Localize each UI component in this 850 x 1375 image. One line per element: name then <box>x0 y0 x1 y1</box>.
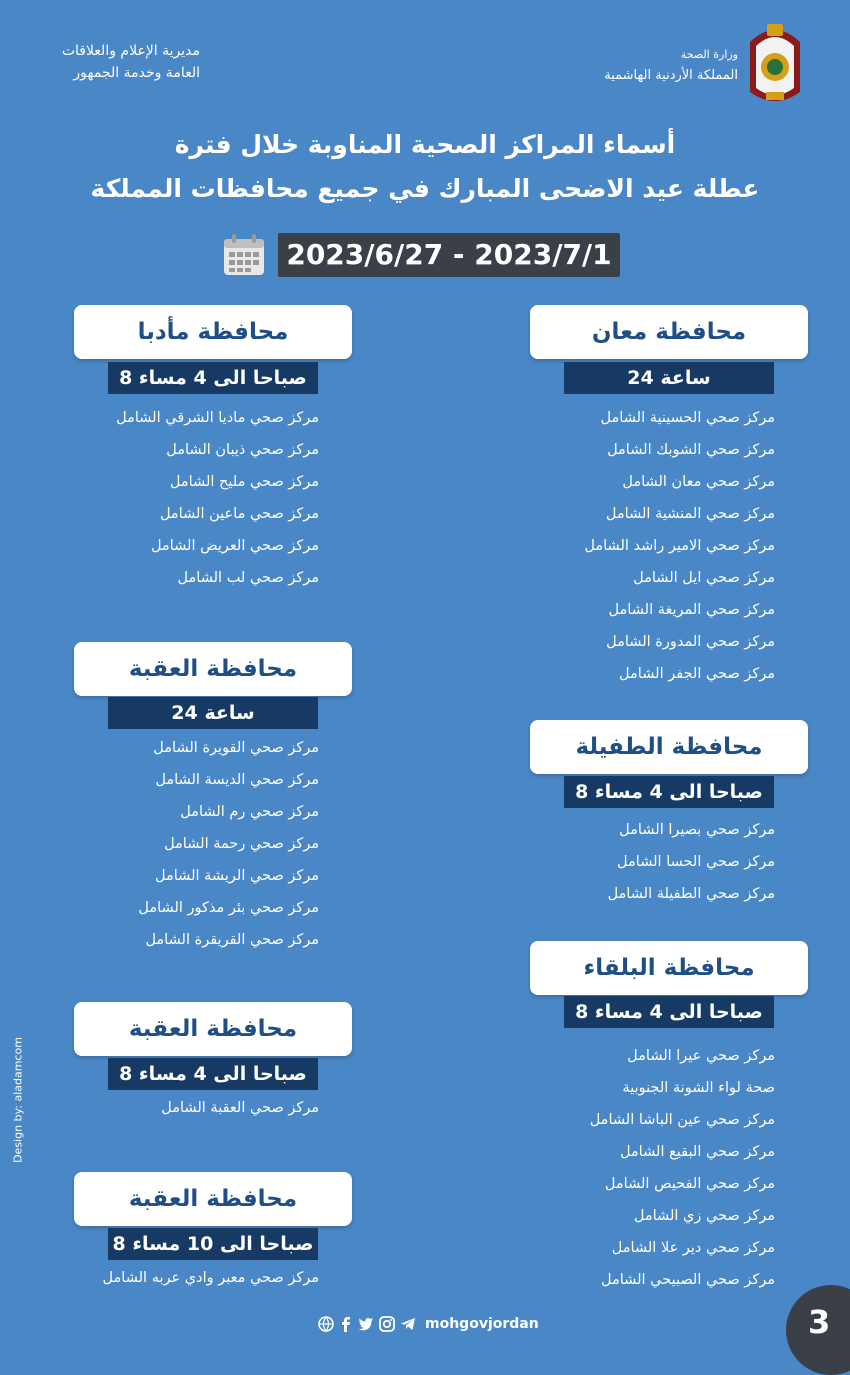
hours-badge-balqa: 8 صباحا الى 4 مساء <box>564 996 774 1028</box>
list-item: مركز صحي معان الشامل <box>622 474 775 490</box>
list-item: مركز صحي مليح الشامل <box>169 474 319 490</box>
title-line-1: أسماء المراكز الصحية المناوبة خلال فترة <box>174 130 676 159</box>
title-line-2: عطلة عيد الاضحى المبارك في جميع محافظات المملكة <box>90 174 760 203</box>
design-credit <box>8 1020 28 1180</box>
list-item: مركز صحي ايل الشامل <box>633 570 775 586</box>
list-item: مركز صحي البقيع الشامل <box>619 1144 775 1160</box>
org-department <box>30 40 200 84</box>
hours-badge-aqaba-1: 24 ساعة <box>108 697 318 729</box>
list-item: مركز صحي بصيرا الشامل <box>619 822 775 838</box>
list-item: مركز صحي عين الباشا الشامل <box>589 1112 775 1128</box>
list-item: مركز صحي رحمة الشامل <box>164 836 319 852</box>
instagram-icon[interactable] <box>379 1316 395 1332</box>
list-item: مركز صحي الحسا الشامل <box>617 854 775 870</box>
hours-badge-madaba: 8 صباحا الى 4 مساء <box>108 362 318 394</box>
list-item: مركز صحي القويرة الشامل <box>153 740 319 756</box>
date-range: 2023/6/27 - 2023/7/1 <box>278 233 620 277</box>
ministry-line-1: وزارة الصحة <box>680 48 738 61</box>
list-item: مركز صحي الفحيص الشامل <box>604 1176 775 1192</box>
list-item: مركز صحي الامير راشد الشامل <box>584 538 775 554</box>
page-number-badge <box>786 1285 850 1375</box>
list-item: مركز صحي الشوبك الشامل <box>607 442 775 458</box>
calendar-icon <box>222 233 266 277</box>
list-item: مركز صحي المنشية الشامل <box>605 506 775 522</box>
list-item: مركز صحي ماعين الشامل <box>159 506 319 522</box>
center-list-tafilah <box>440 820 775 916</box>
list-item: مركز صحي القريقرة الشامل <box>145 932 319 948</box>
social-bar <box>318 1312 539 1336</box>
center-list-aqaba-2 <box>0 1098 319 1130</box>
hours-badge-tafilah: 8 صباحا الى 4 مساء <box>564 776 774 808</box>
governorate-card-tafilah: محافظة الطفيلة <box>530 720 808 774</box>
twitter-icon[interactable] <box>358 1317 374 1331</box>
list-item: مركز صحي الصبيحي الشامل <box>600 1272 775 1288</box>
governorate-card-aqaba-2: محافظة العقبة <box>74 1002 352 1056</box>
list-item: مركز صحي ماديا الشرقي الشامل <box>116 410 319 426</box>
list-item: مركز صحي رم الشامل <box>180 804 319 820</box>
center-list-aqaba-3 <box>0 1268 319 1300</box>
list-item: مركز صحي دير علا الشامل <box>611 1240 775 1256</box>
org-line-2: العامة وخدمة الجمهور <box>73 65 200 81</box>
list-item: مركز صحي الريشة الشامل <box>155 868 319 884</box>
design-credit-text: Design by: aladamcom <box>11 1037 25 1163</box>
list-item: صحة لواء الشونة الجنوبية <box>622 1080 775 1096</box>
social-handle: mohgovjordan <box>425 1316 539 1332</box>
center-list-maan <box>440 408 775 696</box>
list-item: مركز صحي الجفر الشامل <box>619 666 775 682</box>
list-item: مركز صحي العريض الشامل <box>150 538 319 554</box>
hours-badge-aqaba-3: 8 صباحا الى 10 مساء <box>108 1228 318 1260</box>
governorate-card-madaba: محافظة مأدبا <box>74 305 352 359</box>
center-list-madaba <box>0 408 319 600</box>
coat-of-arms-icon <box>740 22 810 110</box>
hours-badge-maan: 24 ساعة <box>564 362 774 394</box>
list-item: مركز صحي المريغة الشامل <box>608 602 775 618</box>
list-item: مركز صحي لب الشامل <box>177 570 319 586</box>
governorate-card-aqaba-1: محافظة العقبة <box>74 642 352 696</box>
telegram-icon[interactable] <box>400 1317 416 1331</box>
center-list-balqa <box>440 1046 775 1302</box>
list-item: مركز صحي العقبة الشامل <box>161 1100 319 1116</box>
center-list-aqaba-1 <box>0 738 319 962</box>
globe-icon[interactable] <box>318 1316 334 1332</box>
governorate-card-maan: محافظة معان <box>530 305 808 359</box>
list-item: مركز صحي معبر وادي عربه الشامل <box>102 1270 319 1286</box>
org-line-1: مديرية الإعلام والعلاقات <box>61 43 200 59</box>
list-item: مركز صحي الديسة الشامل <box>155 772 319 788</box>
ministry-line-2: المملكة الأردنية الهاشمية <box>604 68 738 83</box>
list-item: مركز صحي الطفيلة الشامل <box>607 886 775 902</box>
list-item: مركز صحي الحسينية الشامل <box>600 410 775 426</box>
list-item: مركز صحي المدورة الشامل <box>606 634 775 650</box>
list-item: مركز صحي بئر مذكور الشامل <box>138 900 319 916</box>
facebook-icon[interactable] <box>339 1316 353 1332</box>
list-item: مركز صحي عيرا الشامل <box>627 1048 775 1064</box>
governorate-card-balqa: محافظة البلقاء <box>530 941 808 995</box>
page-number: 3 <box>808 1303 831 1341</box>
list-item: مركز صحي ذيبان الشامل <box>166 442 319 458</box>
hours-badge-aqaba-2: 8 صباحا الى 4 مساء <box>108 1058 318 1090</box>
ministry-name <box>498 44 738 86</box>
governorate-card-aqaba-3: محافظة العقبة <box>74 1172 352 1226</box>
list-item: مركز صحي زي الشامل <box>633 1208 775 1224</box>
